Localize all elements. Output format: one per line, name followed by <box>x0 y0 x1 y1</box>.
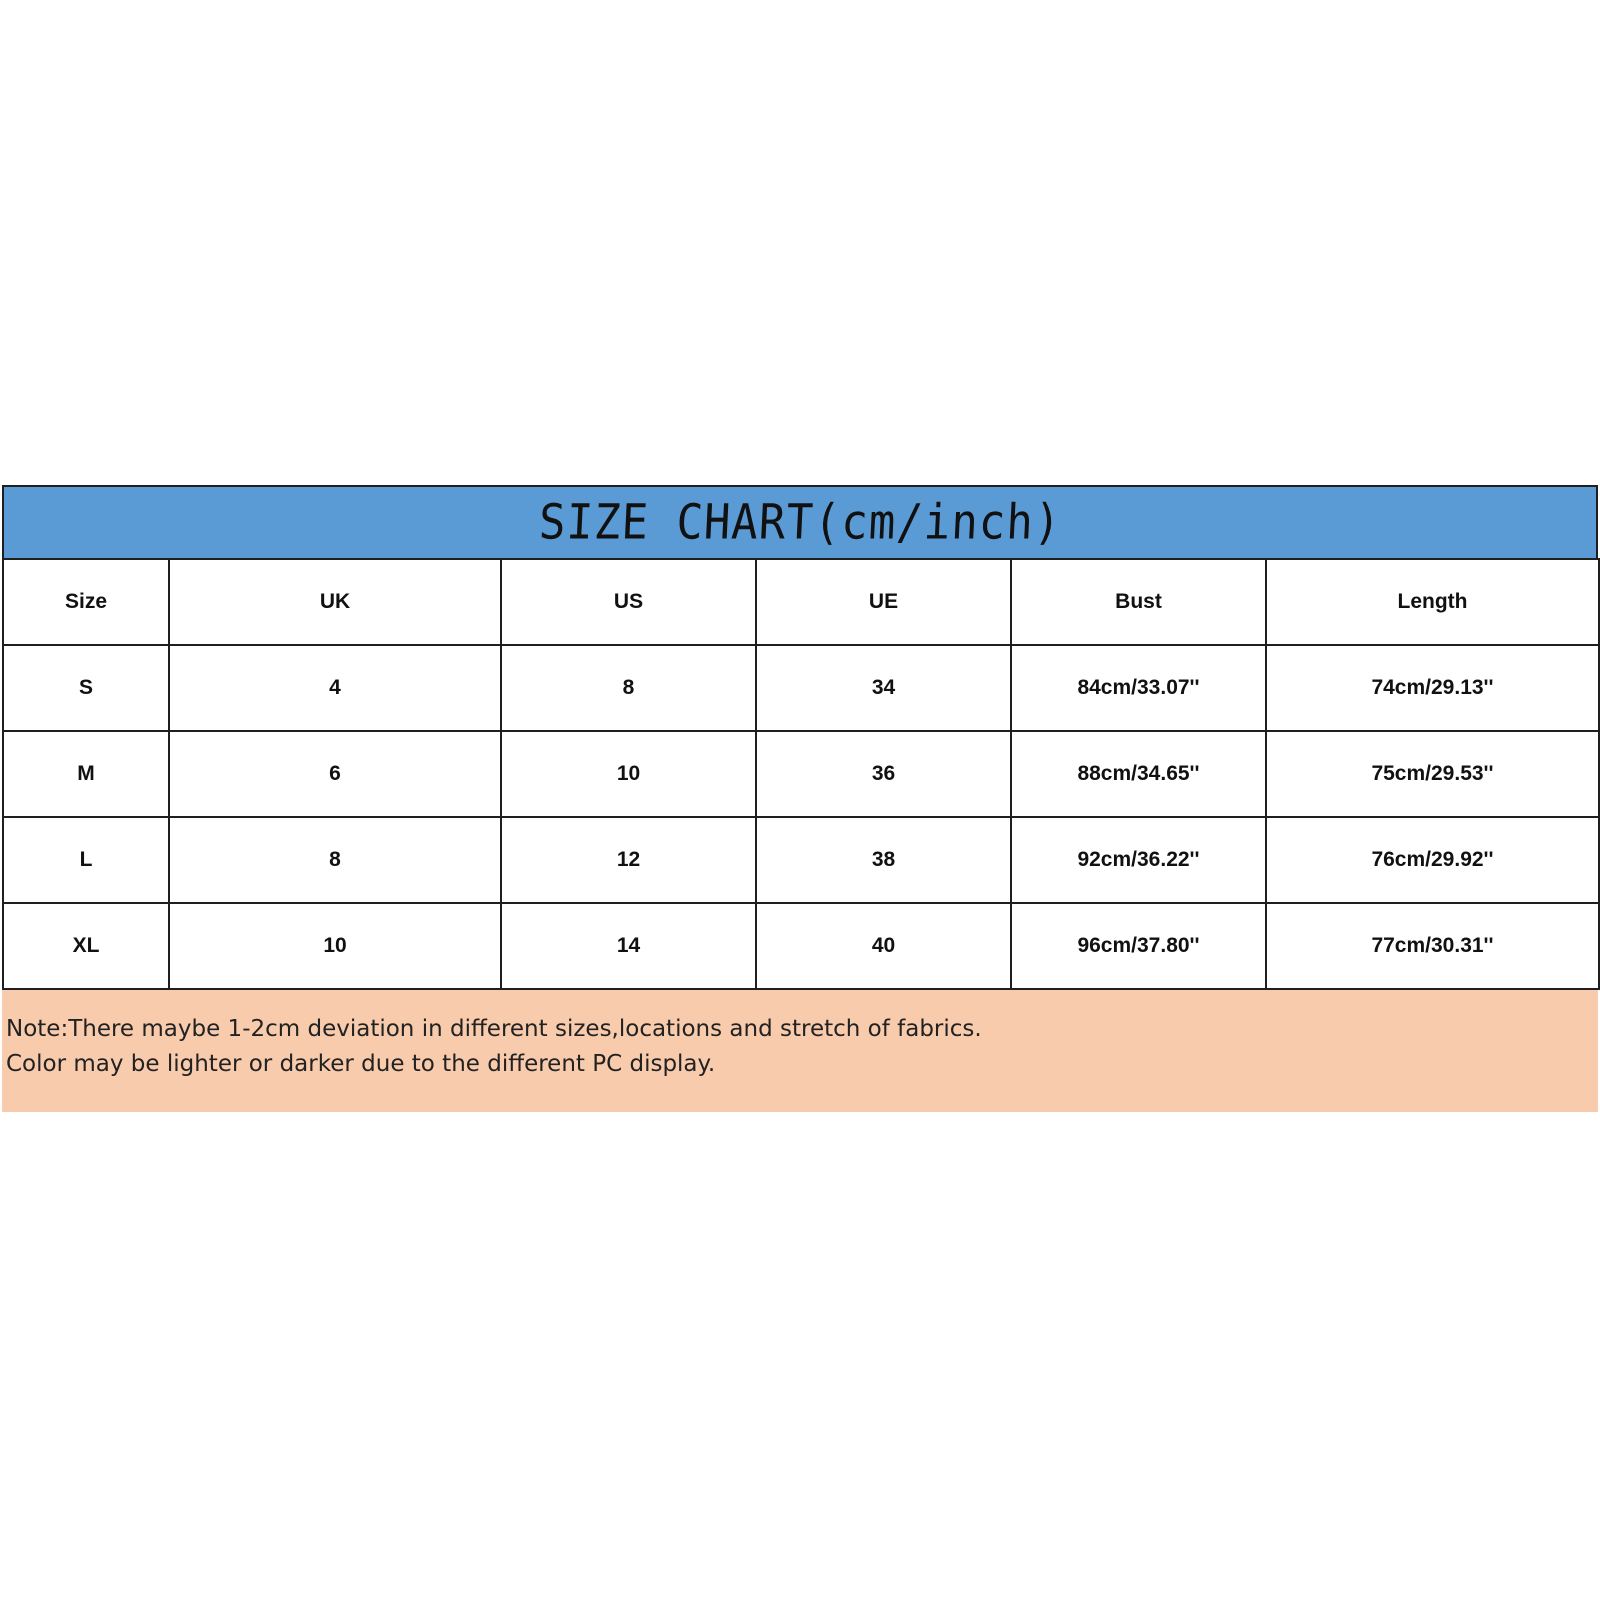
note-line-deviation: Note:There maybe 1-2cm deviation in different sizes,locations and stretch of fabrics. <box>6 1016 982 1042</box>
table-row <box>3 903 1599 989</box>
cell-uk: 6 <box>169 731 501 817</box>
size-chart-title-bar <box>2 485 1598 558</box>
size-table <box>2 558 1600 990</box>
cell-bust: 96cm/37.80'' <box>1011 903 1266 989</box>
size-chart-title: SIZE CHART(cm/inch) <box>537 494 1063 551</box>
note-line-color: Color may be lighter or darker due to the different PC display. <box>6 1051 716 1077</box>
cell-size: S <box>3 645 169 731</box>
table-row <box>3 817 1599 903</box>
header-uk: UK <box>169 559 501 645</box>
cell-us: 12 <box>501 817 756 903</box>
table-header-row <box>3 559 1599 645</box>
cell-us: 10 <box>501 731 756 817</box>
cell-bust: 84cm/33.07'' <box>1011 645 1266 731</box>
cell-uk: 10 <box>169 903 501 989</box>
table-row <box>3 731 1599 817</box>
header-ue: UE <box>756 559 1011 645</box>
cell-size: XL <box>3 903 169 989</box>
cell-length: 75cm/29.53'' <box>1266 731 1599 817</box>
cell-size: M <box>3 731 169 817</box>
cell-bust: 88cm/34.65'' <box>1011 731 1266 817</box>
cell-length: 77cm/30.31'' <box>1266 903 1599 989</box>
note-box <box>2 990 1598 1112</box>
cell-bust: 92cm/36.22'' <box>1011 817 1266 903</box>
header-bust: Bust <box>1011 559 1266 645</box>
header-size: Size <box>3 559 169 645</box>
cell-size: L <box>3 817 169 903</box>
cell-us: 8 <box>501 645 756 731</box>
table-row <box>3 645 1599 731</box>
cell-ue: 40 <box>756 903 1011 989</box>
header-us: US <box>501 559 756 645</box>
cell-length: 74cm/29.13'' <box>1266 645 1599 731</box>
cell-uk: 8 <box>169 817 501 903</box>
cell-ue: 36 <box>756 731 1011 817</box>
header-length: Length <box>1266 559 1599 645</box>
cell-ue: 34 <box>756 645 1011 731</box>
cell-ue: 38 <box>756 817 1011 903</box>
size-chart <box>2 485 1598 1112</box>
cell-uk: 4 <box>169 645 501 731</box>
cell-length: 76cm/29.92'' <box>1266 817 1599 903</box>
cell-us: 14 <box>501 903 756 989</box>
